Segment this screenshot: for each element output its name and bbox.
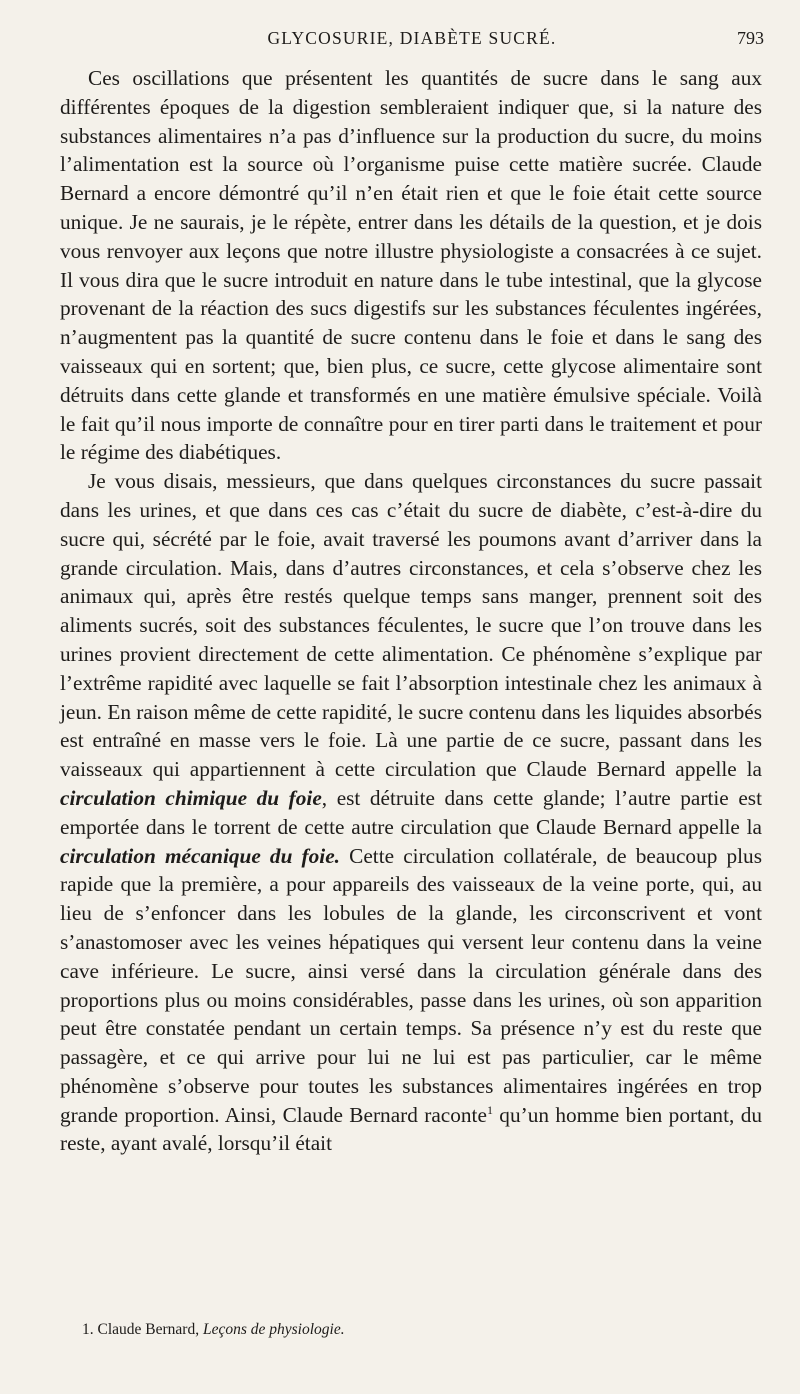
running-title: GLYCOSURIE, DIABÈTE SUCRÉ. [267, 28, 557, 48]
footnote [82, 1320, 345, 1340]
footnote-author: Claude Bernard, [97, 1321, 200, 1338]
paragraph-text: Je vous disais, messieurs, que dans quelques circonstances du sucre passait dans les urines, et que dans ces cas c’était du sucre de diabète, c’est-à-dire du sucre qui, sécrété par le foie, avait traversé les poumons avant d’arriver dans la grande circulation. Mais, dans d’autres circonstances, et cela s’observe chez les animaux qui, après être restés quelque temps sans manger, prennent soit des aliments sucrés, soit des substances féculentes, le sucre que l’on trouve dans les urines provient directement de cette alimentation. Ce phénomène s’explique par l’extrême rapidité avec laquelle se fait l’absorption intestinale chez les animaux à jeun. En raison même de cette rapidité, le sucre contenu dans les liquides absorbés est entraîné en masse vers le foie. Là une partie de ce sucre, passant dans les vaisseaux qui appartiennent à cette circulation que Claude Bernard appelle la [60, 469, 762, 782]
page-header [60, 28, 764, 54]
paragraph-text: , est détruite dans cette glande; l’autre partie est emportée dans le torrent de cette autre circulation que Claude Bernard appelle la [60, 785, 762, 839]
paragraph-text: Ces oscillations que présentent les quantités de sucre dans le sang aux différentes époques de la digestion sembleraient indiquer que, si la nature des substances alimentaires n’a pas d’influence sur la production du sucre, du moins l’alimentation est la source où l’organisme puise cette matière sucrée. Claude Bernard a encore démontré qu’il n’en était rien et que le foie était cette source unique. Je ne saurais, je le répète, entrer dans les détails de la question, et je dois vous renvoyer aux leçons que notre illustre physiologiste a consacrées à ce sujet. Il vous dira que le sucre introduit en nature dans le tube intestinal, que la glycose provenant de la réaction des sucs digestifs sur les substances féculentes ingérées, n’augmentent pas la quantité de sucre contenu dans le foie et dans le sang des vaisseaux qui en sortent; que, bien plus, ce sucre, cette glycose alimentaire sont détruits dans cette glande et transformés en une matière émulsive spéciale. Voilà le fait qu’il nous importe de connaître pour en tirer parti dans le traitement et pour le régime des diabétiques. [60, 66, 762, 465]
emphasis-circulation-chimique: circulation chimique du foie [60, 785, 322, 810]
paragraph-1 [60, 64, 762, 467]
page-number: 793 [737, 28, 764, 48]
footnote-title: Leçons de physiologie. [202, 1321, 345, 1338]
body-text [60, 64, 762, 1158]
paragraph-text: qu’un homme bien portant, du reste, ayant avalé, lorsqu’il était [60, 1102, 762, 1156]
paragraph-text: Cette circulation collatérale, de beaucoup plus rapide que la première, a pour appareils des vaisseaux de la veine porte, qui, au lieu de s’enfoncer dans les lobules de la glande, les circonscrivent et vont s’anastomoser avec les veines hépatiques qui versent leur contenu dans la veine cave inférieure. Le sucre, ainsi versé dans la circulation générale dans des proportions plus ou moins considérables, passe dans les urines, où son apparition peut être constatée pendant un certain temps. Sa présence n’y est du reste que passagère, et ce qui arrive pour lui ne lui est pas particulier, car le même phénomène s’observe pour toutes les substances alimentaires ingérées en trop grande proportion. Ainsi, Claude Bernard raconte [60, 843, 762, 1127]
footnote-marker: 1. [82, 1321, 94, 1338]
emphasis-circulation-mecanique: circulation mécanique du foie. [60, 843, 340, 868]
paragraph-2 [60, 467, 762, 1158]
footnote-reference: 1 [486, 1102, 493, 1117]
